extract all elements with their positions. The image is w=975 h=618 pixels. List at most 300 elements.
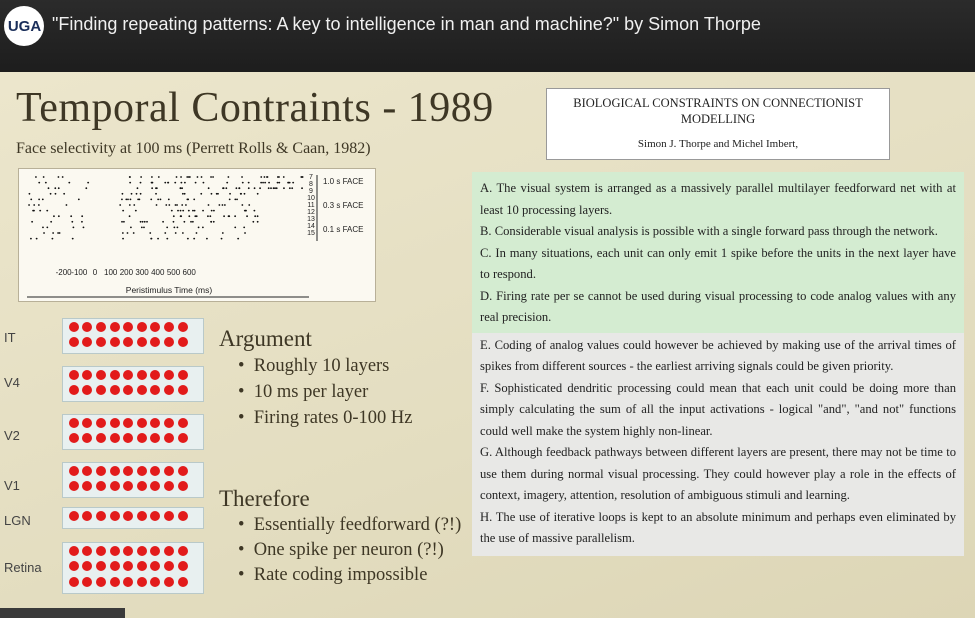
neuron-dot [123, 370, 133, 380]
neuron-dot [123, 322, 133, 332]
neuron-dot [96, 337, 106, 347]
neuron-dot [150, 577, 160, 587]
spike [252, 221, 254, 223]
neuron-dot [150, 466, 160, 476]
trial-number: 13 [307, 216, 315, 223]
spike [202, 210, 204, 212]
spike [198, 227, 200, 229]
spike [136, 193, 138, 195]
spike [234, 215, 236, 217]
spike [200, 193, 202, 195]
neuron-dot [137, 385, 147, 395]
spike [207, 215, 209, 217]
spike [151, 182, 153, 184]
video-title-bar [0, 0, 975, 72]
neuron-dot [123, 433, 133, 443]
spike [130, 199, 132, 201]
neuron-dot [123, 546, 133, 556]
spike [223, 215, 225, 217]
spike [141, 227, 143, 229]
spike [83, 227, 85, 229]
layer-box [62, 366, 204, 402]
neuron-dot [164, 511, 174, 521]
spike [194, 210, 196, 212]
neuron-dot [69, 481, 79, 491]
spike [236, 199, 238, 201]
tick-label: 200 [119, 268, 134, 277]
spike [146, 221, 148, 223]
spike [137, 187, 139, 189]
spike [176, 227, 178, 229]
neuron-dot [110, 546, 120, 556]
spike [157, 238, 159, 240]
neuron-dot [150, 385, 160, 395]
spike [173, 215, 175, 217]
spike [237, 238, 239, 240]
spike [197, 176, 199, 178]
spike [240, 193, 242, 195]
neuron-dot [110, 511, 120, 521]
spike [66, 204, 68, 206]
neuron-dot [137, 511, 147, 521]
channel-logo[interactable] [4, 6, 44, 46]
spike [150, 199, 152, 201]
spike [168, 204, 170, 206]
spike [72, 227, 74, 229]
spike [157, 199, 159, 201]
neuron-dot [96, 433, 106, 443]
spike [133, 204, 135, 206]
neuron-dot [123, 337, 133, 347]
spike [181, 204, 183, 206]
spike [171, 210, 173, 212]
neuron-dot [82, 337, 92, 347]
spike [63, 193, 65, 195]
neuron-dot [150, 546, 160, 556]
trial-number: 10 [307, 195, 315, 202]
spike [228, 215, 230, 217]
spike [165, 204, 167, 206]
neuron-dot [110, 337, 120, 347]
spike [222, 204, 224, 206]
constraint-e: E. Coding of analog values could however be achieved by making use of the arrival times of spikes from different sources - the earliest arriving signals could be given priority. [480, 337, 956, 373]
neuron-dot [164, 370, 174, 380]
spike [125, 199, 127, 201]
constraints-box [472, 172, 964, 606]
spike [121, 221, 123, 223]
neuron-dot [150, 511, 160, 521]
spike [283, 187, 285, 189]
neuron-dot [123, 481, 133, 491]
spike [206, 238, 208, 240]
tick-label: 400 [151, 268, 165, 277]
spike [260, 176, 262, 178]
raster-svg [19, 169, 375, 301]
neuron-dot [164, 337, 174, 347]
spike [58, 187, 60, 189]
spike [158, 176, 160, 178]
spike [130, 227, 132, 229]
neuron-dot [110, 561, 120, 571]
layer-label: V1 [4, 478, 20, 493]
spike [186, 176, 188, 178]
tick-label: 600 [182, 268, 196, 277]
spike [229, 199, 231, 201]
spike [59, 232, 61, 234]
constraints-grey [472, 333, 964, 556]
neuron-dot [110, 433, 120, 443]
spike [264, 182, 266, 184]
spike [43, 232, 45, 234]
spike [46, 227, 48, 229]
neuron-dot [123, 511, 133, 521]
spike [30, 199, 32, 201]
spike [218, 204, 220, 206]
neuron-dot [164, 322, 174, 332]
spike [212, 176, 214, 178]
spike [62, 176, 64, 178]
spike [184, 182, 186, 184]
constraint-f: F. Sophisticated dendritic processing could mean that each unit could be doing more than simply calculating the sum of all the input activations - logical "and", "and not" functions could well make the system highly non-linear. [480, 380, 956, 438]
spike [287, 182, 289, 184]
neuron-dot [137, 322, 147, 332]
spike [175, 204, 177, 206]
spike [210, 221, 212, 223]
neuron-dot [164, 561, 174, 571]
spike [55, 193, 57, 195]
spike [213, 221, 215, 223]
neuron-dot [164, 546, 174, 556]
constraint-h: H. The use of iterative loops is kept to an absolute minimum and perhaps even eliminated by the use of massive parallelism. [480, 509, 956, 545]
neuron-dot [164, 385, 174, 395]
trial-number: 7 [309, 174, 313, 181]
spike [182, 210, 184, 212]
spike [277, 182, 279, 184]
argument-heading: Argument [219, 326, 312, 351]
neuron-dot [137, 337, 147, 347]
spike [264, 176, 266, 178]
spike [38, 199, 40, 201]
neuron-dot [110, 370, 120, 380]
spike [248, 182, 250, 184]
neuron-dot [178, 322, 188, 332]
spike [175, 232, 177, 234]
spike [87, 182, 89, 184]
neuron-dot [178, 511, 188, 521]
argument-bullet: • Firing rates 0-100 Hz [238, 408, 413, 428]
bullet-text: Firing rates 0-100 Hz [253, 408, 413, 428]
spike [187, 238, 189, 240]
spike [291, 187, 293, 189]
neuron-dot [178, 337, 188, 347]
spike [211, 210, 213, 212]
neuron-dot [178, 466, 188, 476]
neuron-dot [150, 418, 160, 428]
spike [53, 215, 55, 217]
progress-bar[interactable] [0, 608, 125, 618]
spike [46, 210, 48, 212]
spike [289, 187, 291, 189]
neuron-dot [164, 466, 174, 476]
spike [144, 221, 146, 223]
spike [283, 176, 285, 178]
bullet-text: One spike per neuron (?!) [253, 540, 444, 560]
spike [244, 193, 246, 195]
neuron-dot [69, 577, 79, 587]
spike [259, 187, 261, 189]
spike [235, 187, 237, 189]
neuron-dot [96, 577, 106, 587]
spike [133, 232, 135, 234]
spike [195, 182, 197, 184]
spike [211, 193, 213, 195]
neuron-dot [96, 511, 106, 521]
spike [58, 176, 60, 178]
neuron-dot [69, 511, 79, 521]
slide-title: Temporal Contraints - 1989 [16, 85, 494, 131]
spike [28, 204, 30, 206]
spike [262, 182, 264, 184]
slide-subtitle: Face selectivity at 100 ms (Perrett Rolls & Caan, 1982) [16, 140, 371, 157]
neuron-dot [150, 481, 160, 491]
spike [38, 204, 40, 206]
spike [257, 221, 259, 223]
layer-label: Retina [4, 560, 42, 575]
constraint-a: A. The visual system is arranged as a massively parallel multilayer feedforward net with at least 10 processing layers. [480, 181, 956, 217]
layer-label: V4 [4, 375, 20, 390]
spike [155, 193, 157, 195]
neuron-dot [69, 418, 79, 428]
citation-authors: Simon J. Thorpe and Michel Imbert, [637, 138, 799, 150]
neuron-dot [110, 466, 120, 476]
bullet-text: Roughly 10 layers [253, 356, 390, 376]
spike [180, 215, 182, 217]
spike [224, 204, 226, 206]
spike [274, 187, 276, 189]
spike [241, 176, 243, 178]
neuron-dot [150, 322, 160, 332]
tick-label: 500 [166, 268, 181, 277]
trial-number: 15 [307, 230, 315, 237]
spike [42, 227, 44, 229]
neuron-dot [69, 337, 79, 347]
spike [223, 187, 225, 189]
neuron-dot [82, 561, 92, 571]
spike [243, 227, 245, 229]
neuron-dot [178, 433, 188, 443]
neuron-dot [137, 433, 147, 443]
neuron-dot [69, 466, 79, 476]
neuron-dot [110, 322, 120, 332]
slide [0, 72, 975, 618]
spike [210, 176, 212, 178]
spike [254, 215, 256, 217]
spike [140, 182, 142, 184]
therefore-bullet: • Rate coding impossible [238, 565, 428, 585]
neuron-dot [164, 433, 174, 443]
neuron-dot [69, 433, 79, 443]
spike [248, 204, 250, 206]
spike [48, 187, 50, 189]
spike [184, 193, 186, 195]
spike [192, 221, 194, 223]
spike [33, 204, 35, 206]
spike [127, 232, 129, 234]
neuron-dot [137, 577, 147, 587]
layer-box [62, 507, 204, 529]
video-title[interactable]: "Finding repeating patterns: A key to intelligence in man and machine?" by Simon Thorpe [52, 14, 761, 34]
neuron-dot [123, 561, 133, 571]
neuron-dot [150, 337, 160, 347]
spike [208, 204, 210, 206]
spike [31, 221, 33, 223]
spike [180, 210, 182, 212]
spike [278, 182, 280, 184]
neuron-dot [69, 370, 79, 380]
trial-number: 9 [309, 188, 313, 195]
neuron-dot [96, 322, 106, 332]
neuron-dot [82, 433, 92, 443]
neuron-dot [178, 385, 188, 395]
spike [78, 199, 80, 201]
spike [35, 176, 37, 178]
spike [209, 215, 211, 217]
spike [177, 210, 179, 212]
neuron-dot [178, 481, 188, 491]
spike [122, 232, 124, 234]
spike [36, 238, 38, 240]
spike [188, 176, 190, 178]
spike [270, 187, 272, 189]
spike [182, 232, 184, 234]
layer-box [62, 414, 204, 450]
spike [173, 227, 175, 229]
neuron-dot [110, 385, 120, 395]
layer-box [62, 318, 204, 354]
spike [268, 187, 270, 189]
spike [181, 187, 183, 189]
neuron-dot [137, 481, 147, 491]
neuron-dot [82, 546, 92, 556]
spike [43, 176, 45, 178]
neuron-dot [96, 546, 106, 556]
spike [127, 199, 129, 201]
spike [38, 182, 40, 184]
spike [30, 238, 32, 240]
spike [174, 182, 176, 184]
spike [276, 187, 278, 189]
neuron-dot [123, 466, 133, 476]
neuron-dot [69, 322, 79, 332]
neuron-dot [82, 385, 92, 395]
spike [149, 232, 151, 234]
spike [39, 210, 41, 212]
spike [239, 187, 241, 189]
therefore-heading: Therefore [219, 486, 310, 511]
spike [50, 221, 52, 223]
layer-label: LGN [4, 513, 31, 528]
spike [131, 193, 133, 195]
condition-label: 1.0 s FACE [323, 177, 364, 186]
neuron-dot [178, 577, 188, 587]
neuron-dot [164, 481, 174, 491]
spike [85, 187, 87, 189]
spike [81, 215, 83, 217]
spike [143, 227, 145, 229]
layer-label: IT [4, 330, 16, 345]
spike [277, 176, 279, 178]
spike [68, 182, 70, 184]
spike [254, 187, 256, 189]
spike [192, 210, 194, 212]
neuron-dot [96, 481, 106, 491]
spike [52, 232, 54, 234]
therefore-bullet: • One spike per neuron (?!) [238, 540, 444, 560]
spike [226, 182, 228, 184]
spike [267, 176, 269, 178]
layer-box [62, 542, 204, 594]
constraints-green [472, 172, 964, 333]
condition-label: 0.1 s FACE [323, 225, 364, 234]
spike [260, 182, 262, 184]
spike [129, 176, 131, 178]
spike [183, 221, 185, 223]
neuron-dot [82, 577, 92, 587]
layer-label: V2 [4, 428, 20, 443]
spike [201, 176, 203, 178]
trial-number: 11 [307, 202, 315, 209]
neuron-dot [137, 561, 147, 571]
spike [121, 199, 123, 201]
bullet-text: Essentially feedforward (?!) [253, 515, 462, 535]
spike [72, 238, 74, 240]
spike [257, 215, 259, 217]
spike [185, 204, 187, 206]
neuron-dot [96, 385, 106, 395]
tick-label: 100 [104, 268, 118, 277]
neuron-dot [150, 370, 160, 380]
spike [81, 221, 83, 223]
spike [122, 193, 124, 195]
spike [52, 238, 54, 240]
therefore-bullet: • Essentially feedforward (?!) [238, 515, 462, 535]
neuron-dot [82, 511, 92, 521]
raster-plot [18, 168, 376, 302]
spike [193, 238, 195, 240]
constraint-g: G. Although feedback pathways between different layers are present, there may not be time to use them during normal visual processing. They could however play a role in the effects of context, imagery, attention, resolution of ambiguous stimuli and learning. [480, 445, 956, 502]
spike [301, 187, 303, 189]
spike [123, 221, 125, 223]
neuron-dot [96, 370, 106, 380]
x-axis-label: Peristimulus Time (ms) [125, 285, 213, 295]
spike [162, 221, 164, 223]
spike [216, 193, 218, 195]
spike [245, 210, 247, 212]
spike [234, 199, 236, 201]
spike [208, 187, 210, 189]
bullet-text: 10 ms per layer [253, 382, 369, 402]
spike [242, 182, 244, 184]
tick-label: 300 [135, 268, 149, 277]
spike [176, 176, 178, 178]
argument-bullet: • Roughly 10 layers [238, 356, 390, 376]
neuron-dot [123, 385, 133, 395]
spike [292, 182, 294, 184]
spike [166, 238, 168, 240]
neuron-dot [178, 546, 188, 556]
neuron-dot [82, 481, 92, 491]
neuron-dot [69, 561, 79, 571]
